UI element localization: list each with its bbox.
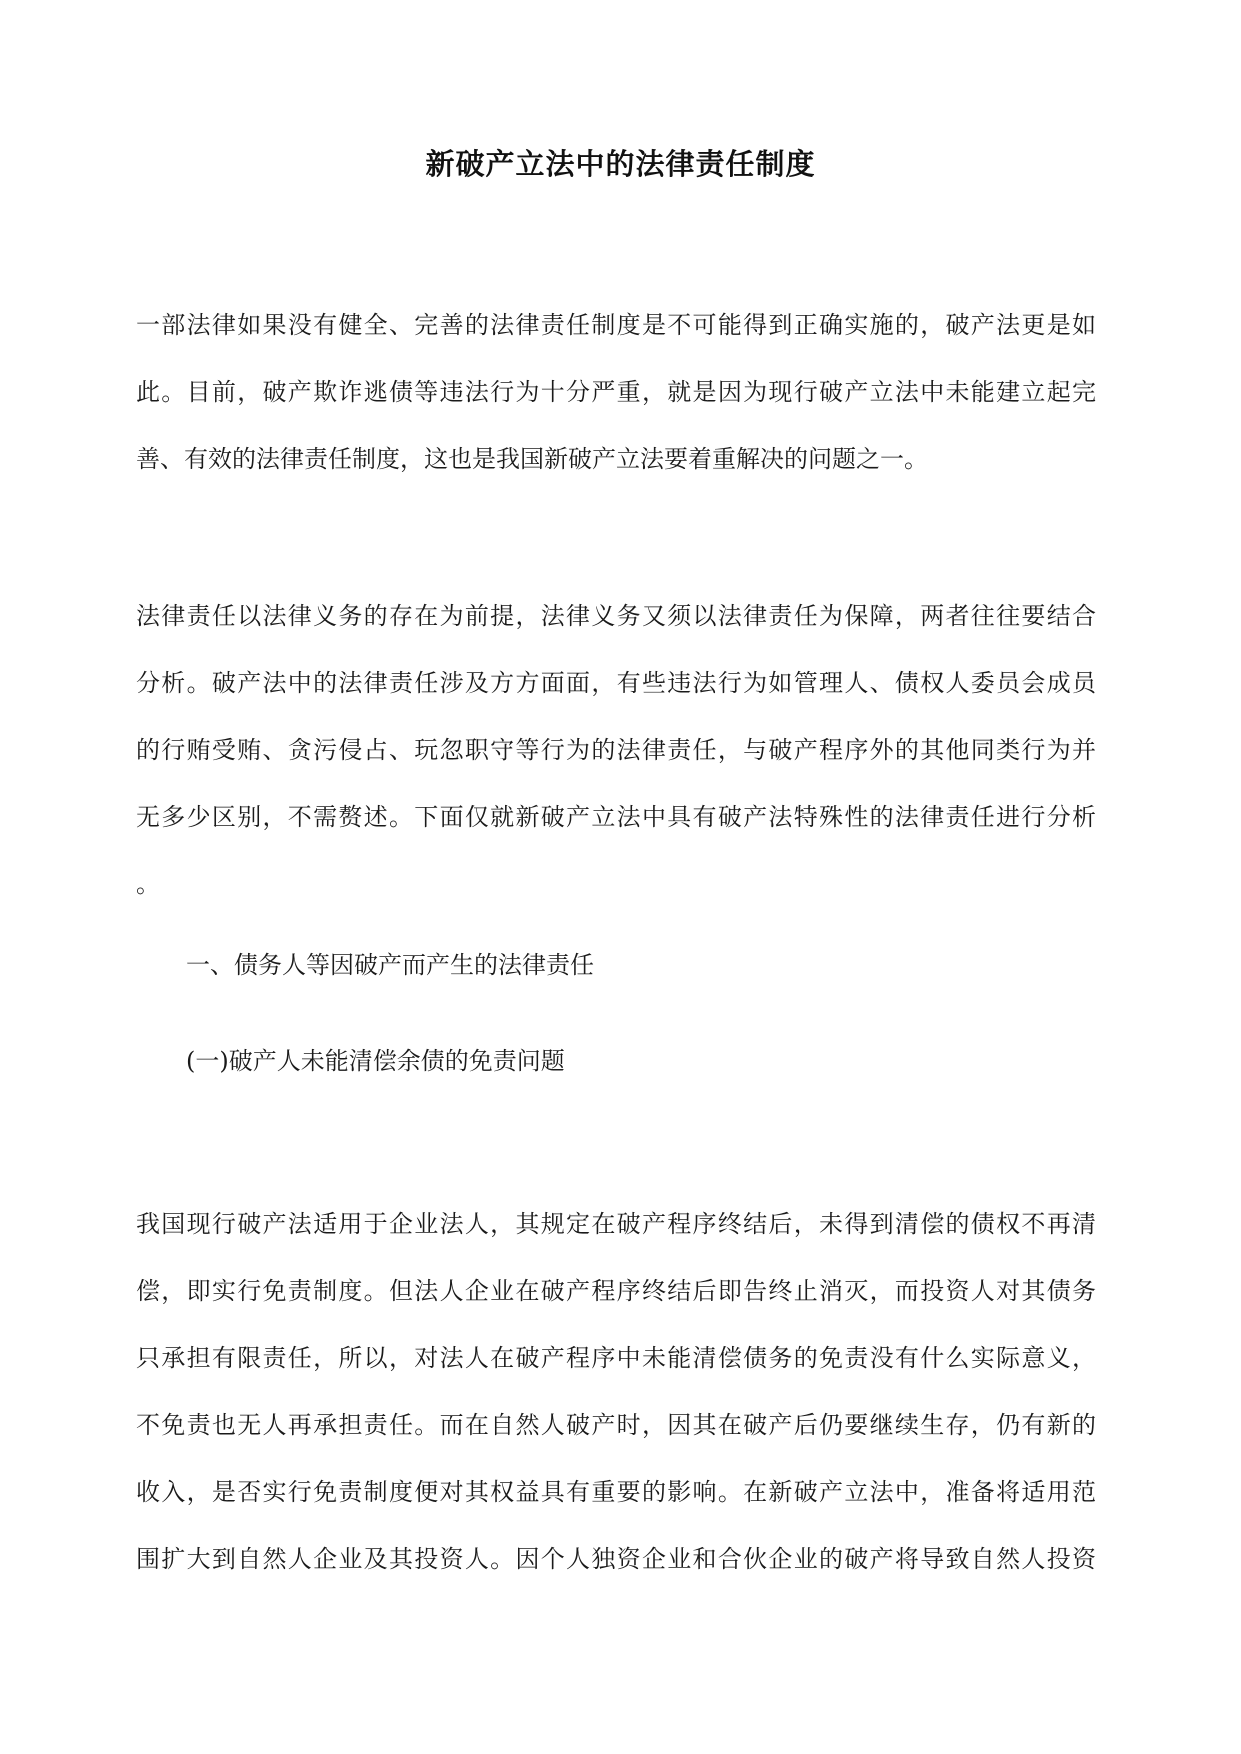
paragraph-line: 偿，即实行免责制度。但法人企业在破产程序终结后即告终止消灭，而投资人对其债务 xyxy=(136,1277,1096,1305)
paragraph-line: 无多少区别，不需赘述。下面仅就新破产立法中具有破产法特殊性的法律责任进行分析 xyxy=(136,803,1096,831)
paragraph-line: 法律责任以法律义务的存在为前提，法律义务又须以法律责任为保障，两者往往要结合 xyxy=(136,602,1096,630)
paragraph-liability xyxy=(136,583,1096,918)
paragraph-line: 一部法律如果没有健全、完善的法律责任制度是不可能得到正确实施的，破产法更是如 xyxy=(136,311,1096,339)
paragraph-line: 围扩大到自然人企业及其投资人。因个人独资企业和合伙企业的破产将导致自然人投资 xyxy=(136,1545,1096,1573)
subsection-heading: (一)破产人未能清偿余债的免责问题 xyxy=(186,1047,565,1075)
paragraph-line: 分析。破产法中的法律责任涉及方方面面，有些违法行为如管理人、债权人委员会成员 xyxy=(136,669,1096,697)
paragraph-line: 只承担有限责任，所以，对法人在破产程序中未能清偿债务的免责没有什么实际意义， xyxy=(136,1344,1096,1372)
paragraph-line: 。 xyxy=(136,870,160,898)
paragraph-line: 我国现行破产法适用于企业法人，其规定在破产程序终结后，未得到清偿的债权不再清 xyxy=(136,1210,1096,1238)
paragraph-line: 的行贿受贿、贪污侵占、玩忽职守等行为的法律责任，与破产程序外的其他同类行为并 xyxy=(136,736,1096,764)
paragraph-line: 此。目前，破产欺诈逃债等违法行为十分严重，就是因为现行破产立法中未能建立起完 xyxy=(136,378,1096,406)
paragraph-discharge xyxy=(136,1191,1096,1593)
document-title: 新破产立法中的法律责任制度 xyxy=(425,147,816,181)
paragraph-intro xyxy=(136,292,1096,493)
section-heading: 一、债务人等因破产而产生的法律责任 xyxy=(186,951,594,979)
paragraph-line: 善、有效的法律责任制度，这也是我国新破产立法要着重解决的问题之一。 xyxy=(136,445,928,473)
paragraph-line: 不免责也无人再承担责任。而在自然人破产时，因其在破产后仍要继续生存，仍有新的 xyxy=(136,1411,1096,1439)
paragraph-line: 收入，是否实行免责制度便对其权益具有重要的影响。在新破产立法中，准备将适用范 xyxy=(136,1478,1096,1506)
